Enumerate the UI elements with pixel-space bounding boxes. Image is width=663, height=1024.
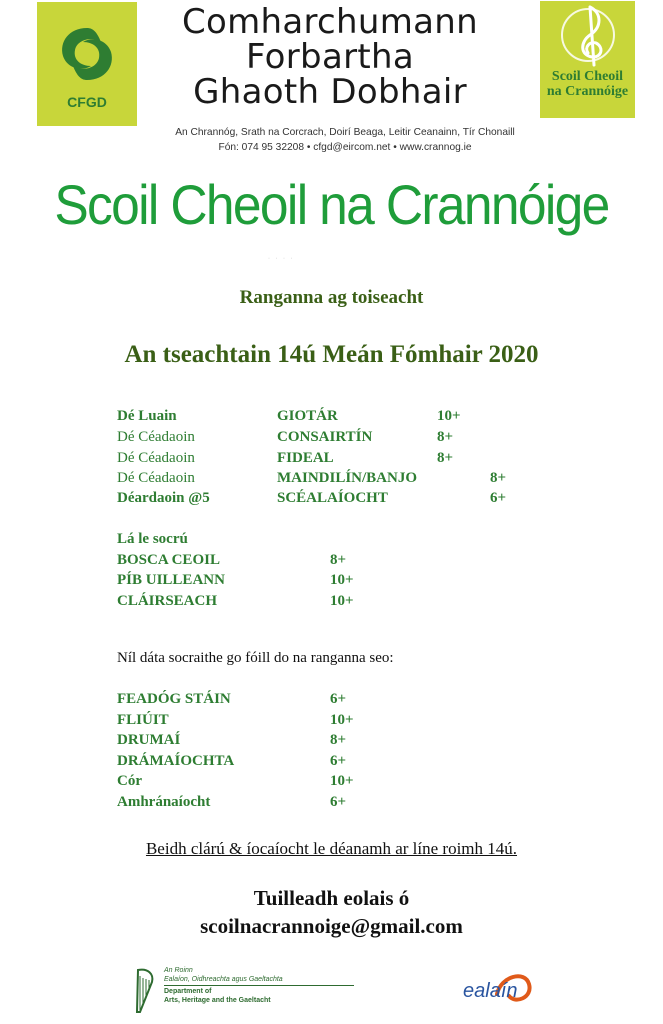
- instrument-label: DRÁMAÍOCHTA: [117, 753, 235, 769]
- instrument-label: PÍB UILLEANN: [117, 572, 225, 588]
- instrument-label: FIDEAL: [277, 450, 334, 466]
- school-title: Scoil Cheoil na Crannóige: [54, 173, 609, 236]
- instrument-label: Cór: [117, 773, 142, 789]
- logo-right-line-2: na Crannóige: [546, 84, 629, 99]
- instrument-label: SCÉALAÍOCHT: [277, 490, 388, 506]
- dept-line: Department of: [164, 988, 212, 995]
- dept-line: Arts, Heritage and the Gaeltacht: [164, 997, 271, 1004]
- cfgd-swirl-icon: [51, 22, 123, 86]
- day-label: Dé Luain: [117, 408, 177, 424]
- organisation-name: [150, 2, 510, 112]
- age-label: 10+: [330, 593, 354, 609]
- instrument-label: Amhránaíocht: [117, 794, 211, 810]
- org-line-2: Forbartha: [246, 37, 414, 77]
- age-label: 6+: [490, 490, 507, 506]
- cfgd-logo-text: CFGD: [67, 94, 107, 110]
- faded-text: · · · ·: [268, 256, 295, 262]
- arranged-heading: Lá le socrú: [117, 531, 188, 547]
- instrument-label: BOSCA CEOIL: [117, 552, 220, 568]
- age-label: 8+: [437, 429, 454, 445]
- scoil-cheoil-logo-text: [540, 69, 635, 99]
- logo-right-line-1: Scoil Cheoil: [551, 69, 624, 84]
- scoil-cheoil-logo: [540, 1, 635, 118]
- day-label: Dé Céadaoin: [117, 470, 195, 486]
- day-label: Dé Céadaoin: [117, 429, 195, 445]
- instrument-label: CLÁIRSEACH: [117, 593, 218, 609]
- age-label: 10+: [330, 572, 354, 588]
- age-label: 6+: [330, 753, 347, 769]
- contact-line: Fón: 074 95 32208 • cfgd@eircom.net • www.crannog.ie: [218, 142, 472, 153]
- instrument-label: MAINDILÍN/BANJO: [277, 470, 418, 486]
- address-line: An Chrannóg, Srath na Corcrach, Doirí Beaga, Leitir Ceanainn, Tír Chonaill: [175, 127, 515, 138]
- age-label: 6+: [330, 691, 347, 707]
- day-label: Déardaoin @5: [117, 490, 210, 506]
- registration-note: Beidh clárú & íocaíocht le déanamh ar líne roimh 14ú.: [145, 839, 518, 858]
- cfgd-logo: [37, 2, 137, 126]
- ealain-logo: [463, 980, 518, 1003]
- week-heading: An tseachtain 14ú Meán Fómhair 2020: [124, 341, 539, 368]
- age-label: 8+: [330, 732, 347, 748]
- instrument-label: CONSAIRTÍN: [277, 429, 373, 445]
- treble-clef-icon: [550, 5, 625, 67]
- age-label: 10+: [437, 408, 461, 424]
- ealain-text: ealaín: [463, 980, 518, 1002]
- age-label: 6+: [330, 794, 347, 810]
- department-logo: [132, 966, 283, 1023]
- more-info-heading: Tuilleadh eolais ó: [253, 886, 410, 910]
- age-label: 8+: [490, 470, 507, 486]
- age-label: 8+: [437, 450, 454, 466]
- age-label: 10+: [330, 712, 354, 728]
- org-line-1: Comharchumann: [181, 2, 479, 42]
- classes-starting-heading: Ranganna ag toiseacht: [239, 287, 424, 308]
- age-label: 10+: [330, 773, 354, 789]
- instrument-label: GIOTÁR: [277, 408, 338, 424]
- dept-line: An Roinn: [164, 967, 193, 974]
- department-text: [164, 966, 354, 1005]
- harp-icon: [132, 966, 158, 1018]
- unscheduled-note: Níl dáta socraithe go fóill do na ranganna seo:: [117, 650, 394, 666]
- age-label: 8+: [330, 552, 347, 568]
- instrument-label: FEADÓG STÁIN: [117, 691, 231, 707]
- instrument-label: FLIÚIT: [117, 712, 169, 728]
- divider: [164, 985, 354, 986]
- dept-line: Ealaíon, Oidhreachta agus Gaeltachta: [164, 976, 283, 983]
- org-line-3: Ghaoth Dobhair: [193, 72, 467, 112]
- instrument-label: DRUMAÍ: [117, 732, 181, 748]
- day-label: Dé Céadaoin: [117, 450, 195, 466]
- contact-email[interactable]: scoilnacrannoige@gmail.com: [200, 914, 463, 938]
